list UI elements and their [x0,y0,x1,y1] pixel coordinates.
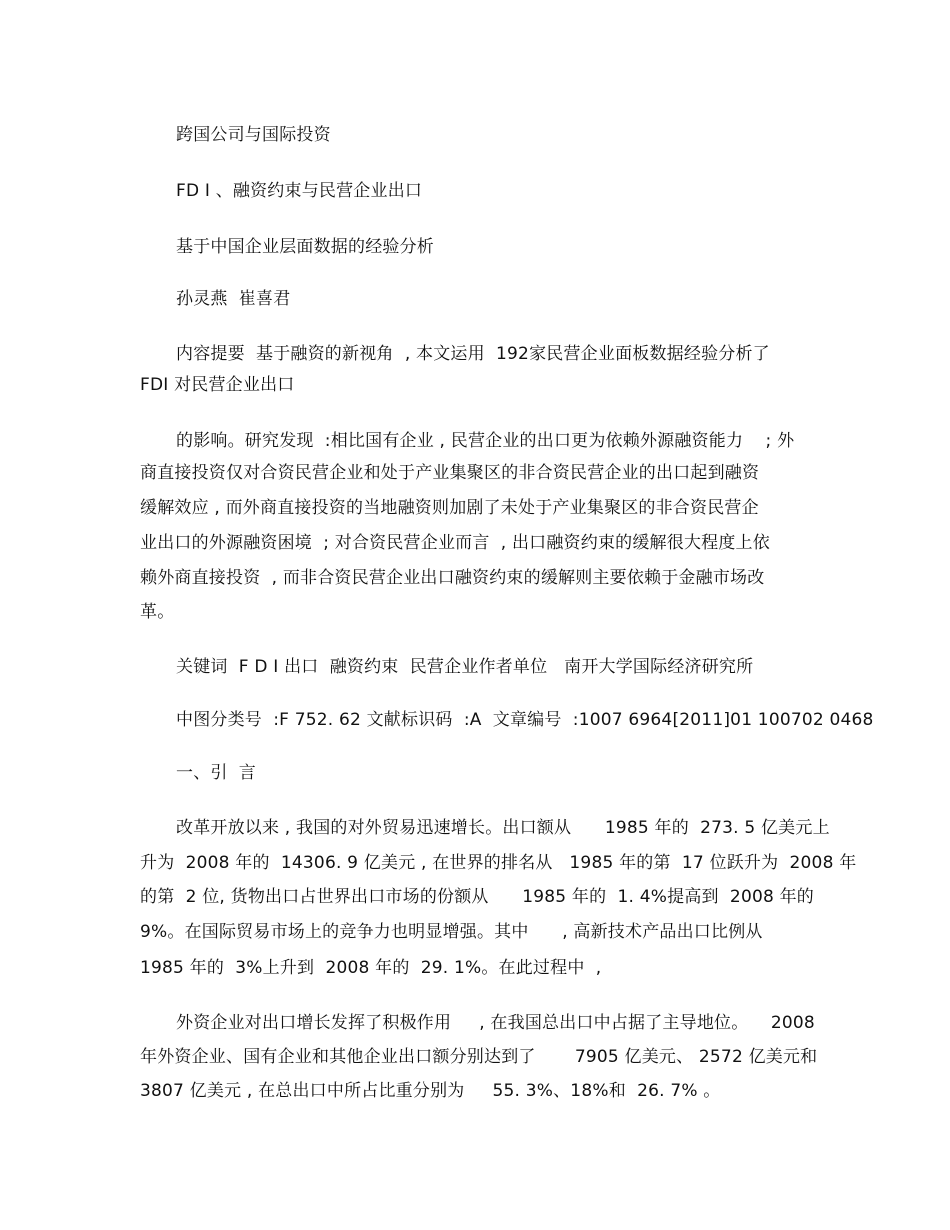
body-line: 9%。在国际贸易市场上的竞争力也明显增强。其中 , 高新技术产品出口比例从 [140,922,763,942]
body-line: 1985 年的 3%上升到 2008 年的 29. 1%。在此过程中 , [140,958,602,978]
abstract-line: 的影响。研究发现 :相比国有企业 , 民营企业的出口更为依赖外源融资能力 ; 外 [176,431,795,451]
article-subtitle: 基于中国企业层面数据的经验分析 [176,237,434,257]
article-title: FD I 、融资约束与民营企业出口 [176,181,423,201]
body-line: 年外资企业、国有企业和其他企业出口额分别达到了 7905 亿美元、 2572 亿美元和 [140,1047,818,1067]
body-line: 外资企业对出口增长发挥了积极作用 , 在我国总出口中占据了主导地位。 2008 [176,1013,815,1033]
body-line: 升为 2008 年的 14306. 9 亿美元 , 在世界的排名从 1985 年的第 17 位跃升为 2008 年 [140,853,857,873]
body-line: 的第 2 位, 货物出口占世界出口市场的份额从 1985 年的 1. 4%提高到 2008 年的 [140,887,814,907]
abstract-line: 商直接投资仅对合资民营企业和处于产业集聚区的非合资民营企业的出口起到融资 [140,463,760,483]
body-line: 3807 亿美元 , 在总出口中所占比重分别为 55. 3%、18%和 26. 7% 。 [140,1081,721,1101]
abstract-line: 业出口的外源融资困境 ; 对合资民营企业而言 , 出口融资约束的缓解很大程度上依 [140,533,770,553]
abstract-line: 革。 [140,602,175,622]
abstract-lead-line-2: FDI 对民营企业出口 [140,375,295,395]
classification-line: 中图分类号 :F 752. 62 文献标识码 :A 文章编号 :1007 6964[2011]01 100702 0468 [176,710,874,730]
abstract-line: 缓解效应 , 而外商直接投资的当地融资则加剧了未处于产业集聚区的非合资民营企 [140,498,759,518]
keywords-line: 关键词 F D I 出口 融资约束 民营企业作者单位 南开大学国际经济研究所 [176,657,754,677]
section-heading: 一、引 言 [176,763,257,783]
authors: 孙灵燕 崔喜君 [176,289,291,309]
abstract-lead-line-1: 内容提要 基于融资的新视角 , 本文运用 192家民营企业面板数据经验分析了 [176,344,770,364]
abstract-line: 赖外商直接投资 , 而非合资民营企业出口融资约束的缓解则主要依赖于金融市场改 [140,568,765,588]
section-label: 跨国公司与国际投资 [176,125,331,145]
body-line: 改革开放以来 , 我国的对外贸易迅速增长。出口额从 1985 年的 273. 5 亿美元上 [176,818,830,838]
